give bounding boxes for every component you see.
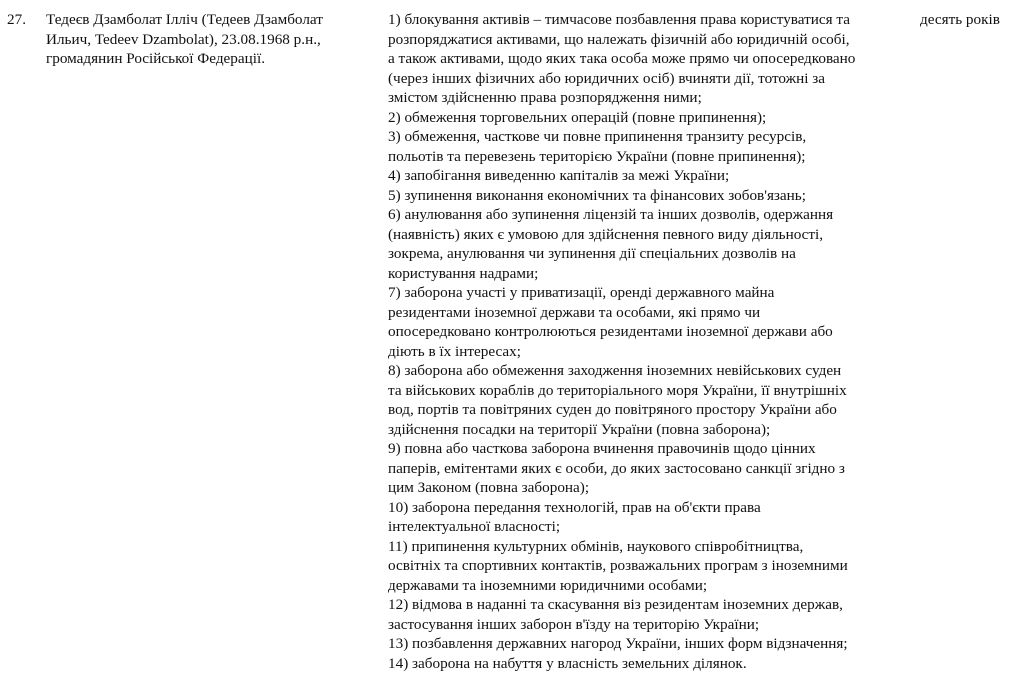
sanction-line: та військових кораблів до територіального моря України, її внутрішніх (388, 381, 847, 399)
sanction-line: польотів та перевезень територією України (повне припинення); (388, 147, 806, 165)
sanction-line: опосередковано контролюються резидентами іноземної держави або (388, 323, 833, 340)
person-line: Тедеєв Дзамболат Ілліч (Тедеев Дзамболат (46, 11, 323, 28)
sanction-line: здійснення посадки на території України (повна заборона); (388, 420, 771, 438)
sanction-line: 3) обмеження, часткове чи повне припинення транзиту ресурсів, (388, 128, 807, 145)
sanction-line: 7) заборона участі у приватизації, оренді державного майна (388, 284, 775, 301)
sanction-line: (наявність) яких є умовою для здійснення певного виду діяльності, (388, 225, 824, 243)
sanction-line: розпоряджатися активами, що належать фізичній або юридичній особі, (388, 30, 850, 48)
sanction-line: паперів, емітентами яких є особи, до яких застосовано санкції згідно з (388, 459, 845, 477)
sanction-line: змістом здійсненню права розпорядження ними; (388, 89, 702, 106)
sanctions-list (388, 10, 913, 673)
sanction-line: а також активами, щодо яких така особа може прямо чи опосередковано (388, 50, 856, 67)
sanction-line: 13) позбавлення державних нагород України, інших форм відзначення; (388, 635, 848, 652)
row-number: 27. (7, 11, 26, 28)
sanction-line: резидентами іноземної держави та особами, які прямо чи (388, 303, 761, 321)
sanction-line: 2) обмеження торговельних операцій (повне припинення); (388, 108, 767, 126)
sanction-line: освітніх та спортивних контактів, розважальних програм з іноземними (388, 557, 848, 574)
sanction-line: державами та іноземними юридичними особами; (388, 576, 708, 594)
sanction-line: 9) повна або часткова заборона вчинення правочинів щодо цінних (388, 440, 816, 457)
sanction-line: 11) припинення культурних обмінів, наукового співробітництва, (388, 537, 804, 555)
sanction-line: зокрема, анулювання чи зупинення дії спеціальних дозволів на (388, 245, 796, 262)
person-line: громадянин Російської Федерації. (46, 50, 265, 67)
sanction-line: цим Законом (повна заборона); (388, 479, 590, 496)
sanction-line: 12) відмова в наданні та скасування віз резидентам іноземних держав, (388, 596, 843, 613)
sanction-line: 10) заборона передання технологій, прав на об'єкти права (388, 498, 761, 516)
sanction-line: 8) заборона або обмеження заходження іноземних невійськових суден (388, 362, 842, 379)
sanction-line: користування надрами; (388, 264, 539, 282)
sanction-line: 6) анулювання або зупинення ліцензій та інших дозволів, одержання (388, 206, 834, 223)
sanction-line: 5) зупинення виконання економічних та фінансових зобов'язань; (388, 186, 806, 204)
sanction-line: 14) заборона на набуття у власність земельних ділянок. (388, 654, 747, 672)
sanction-line: вод, портів та повітряних суден до повітряного простору України або (388, 401, 837, 418)
person-description (46, 10, 366, 69)
sanction-line: інтелектуальної власності; (388, 518, 561, 535)
sanction-term: десять років (920, 11, 1000, 28)
sanction-line: 4) запобігання виведенню капіталів за межі України; (388, 167, 730, 184)
sanction-line: (через інших фізичних або юридичних осіб) вчиняти дії, тотожні за (388, 69, 826, 87)
sanction-line: 1) блокування активів – тимчасове позбавлення права користуватися та (388, 11, 850, 28)
sanction-line: застосування інших заборон в'їзду на територію України; (388, 615, 760, 633)
person-line: Ильич, Tedeev Dzambolat), 23.08.1968 р.н., (46, 30, 321, 48)
sanction-line: діють в їх інтересах; (388, 342, 521, 360)
